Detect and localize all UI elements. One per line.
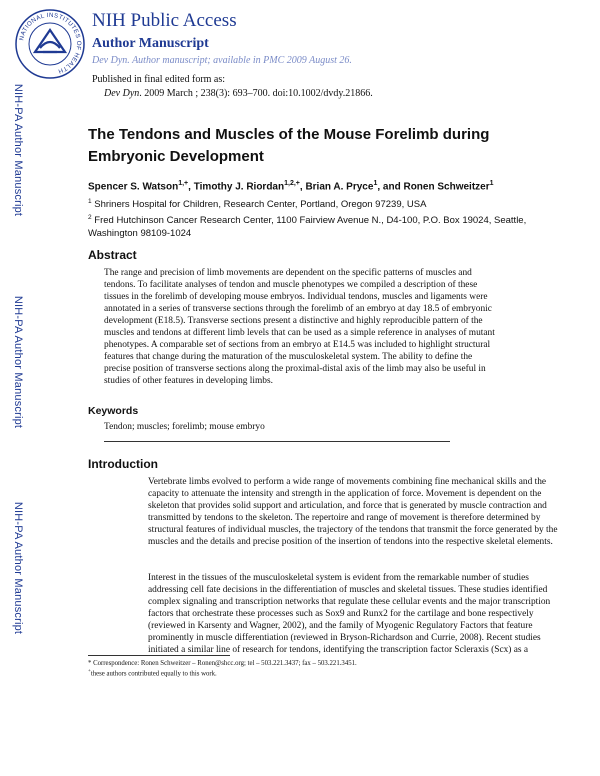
abstract-heading: Abstract bbox=[88, 248, 137, 262]
section-divider bbox=[104, 441, 450, 442]
nih-public-access-title: NIH Public Access bbox=[92, 10, 237, 31]
author-name: Timothy J. Riordan bbox=[193, 181, 285, 193]
footnote-equal-contribution bbox=[88, 669, 217, 677]
author-separator: , bbox=[188, 181, 194, 193]
footnote-mark: + bbox=[88, 669, 91, 674]
affiliation-2 bbox=[88, 211, 533, 240]
keywords-heading: Keywords bbox=[88, 405, 139, 417]
affiliation-1 bbox=[88, 195, 558, 211]
author-affiliation-mark: 1 bbox=[489, 180, 494, 187]
author-name: Spencer S. Watson bbox=[88, 181, 179, 193]
published-note: Published in final edited form as: bbox=[92, 74, 226, 85]
author-affiliation-mark: 1,+ bbox=[178, 180, 189, 187]
availability-note: Dev Dyn. Author manuscript; available in PMC 2009 August 26. bbox=[92, 55, 352, 66]
svg-text:NATIONAL INSTITUTES OF HEALTH: NATIONAL INSTITUTES OF HEALTH bbox=[18, 11, 83, 75]
sidebar-watermark-1 bbox=[10, 80, 26, 220]
footnote-text: these authors contributed equally to this work. bbox=[90, 670, 217, 678]
affiliation-mark: 2 bbox=[88, 214, 92, 221]
footnote-correspondence bbox=[88, 660, 357, 667]
author-list bbox=[88, 180, 494, 192]
affiliation-text: Fred Hutchinson Cancer Research Center, 1100 Fairview Avenue N., D4-100, P.O. Box 19024, Seattle, Washington 98109-1024 bbox=[88, 215, 527, 240]
author-manuscript-label: Author Manuscript bbox=[92, 36, 209, 51]
introduction-heading: Introduction bbox=[88, 457, 158, 471]
sidebar-watermark-3 bbox=[10, 498, 26, 638]
sidebar-watermark-text: NIH-PA Author Manuscript bbox=[12, 83, 24, 217]
author-separator: , bbox=[299, 181, 306, 193]
article-title: The Tendons and Muscles of the Mouse Forelimb during Embryonic Development bbox=[88, 126, 490, 165]
introduction-paragraph-1: Vertebrate limbs evolved to perform a wide range of movements combining fine mechanical skills and the capacity to attenuate the intensity and strength in the application of force. Movement is dependent on the skeleton that provides solid support and articulation, and force that is generated by muscle contraction and transmitted by tendons to the skeleton. The repertoire and range of movement is therefore determined by structural features of individual muscles, the trajectory of the tendons that transmit the force generated by the muscles and the details and precise position of the insertion of tendons into the respective skeletal elements. bbox=[148, 477, 558, 547]
nih-seal-logo bbox=[14, 8, 86, 80]
citation bbox=[104, 88, 373, 99]
footnote-rule bbox=[88, 655, 230, 656]
sidebar-watermark-text: NIH-PA Author Manuscript bbox=[12, 295, 24, 429]
author-name: Brian A. Pryce bbox=[305, 181, 374, 193]
affiliation-text: Shriners Hospital for Children, Research Center, Portland, Oregon 97239, USA bbox=[94, 199, 427, 211]
affiliation-mark: 1 bbox=[88, 198, 92, 205]
author-affiliation-mark: 1 bbox=[373, 180, 378, 187]
sidebar-watermark-2 bbox=[10, 292, 26, 432]
abstract-text: The range and precision of limb movements are dependent on the specific patterns of muscles and tendons. To facilitate analyses of tendon and muscle phenotypes we compiled a description of these tissues in the forelimb of developing mouse embryos. Individual tendons, muscles and ligaments were annotated in a series of transverse sections through the forelimb of an embryo at day 18.5 of embryonic development (E18.5). Transverse sections present a distinctive and highly reproducible pattern of the muscles and tendons at different limb levels that can be used as a simple reference in analyses of mutant phenotypes. A comparable set of sections from an embryo at E14.5 was included to highlight structural features that change during the maturation of the musculoskeletal system. The ability to define the precise position of transverse sections along the proximal-distal axis of the limb may also be useful in studies of other features in developing limbs. bbox=[104, 268, 495, 386]
citation-details: . 2009 March ; 238(3): 693–700. doi:10.1002/dvdy.21866. bbox=[139, 88, 373, 99]
journal-name: Dev Dyn bbox=[104, 88, 140, 99]
author-name: Ronen Schweitzer bbox=[403, 181, 490, 193]
author-affiliation-mark: 1,2,+ bbox=[284, 180, 300, 187]
introduction-paragraph-2: Interest in the tissues of the musculoskeletal system is evident from the remarkable number of studies addressing cell fate decisions in the differentiation of muscles and skeletal tissues. These studies identified complex signaling and transcription networks that regulate these cellular events and the major transcription factors that orchestrate these processes such as Sox9 and Runx2 for the cartilage and bone respectively (reviewed in Karsenty and Wagner, 2002), and the family of Myogenic Regulatory Factors that feature prominently in muscle differentiation (reviewed in Bryson-Richardson and Currie, 2008). Recent studies initiated a similar line of research for tendons, identifying the transcription factor Scleraxis (Scx) as a bbox=[148, 573, 551, 655]
author-separator: , and bbox=[377, 181, 404, 193]
keywords-text: Tendon; muscles; forelimb; mouse embryo bbox=[104, 422, 265, 432]
footnote-text: * Correspondence: Ronen Schweitzer – Ronen@shcc.org; tel – 503.221.3437; fax – 503.221.3451. bbox=[88, 660, 357, 667]
sidebar-watermark-text: NIH-PA Author Manuscript bbox=[12, 501, 24, 635]
